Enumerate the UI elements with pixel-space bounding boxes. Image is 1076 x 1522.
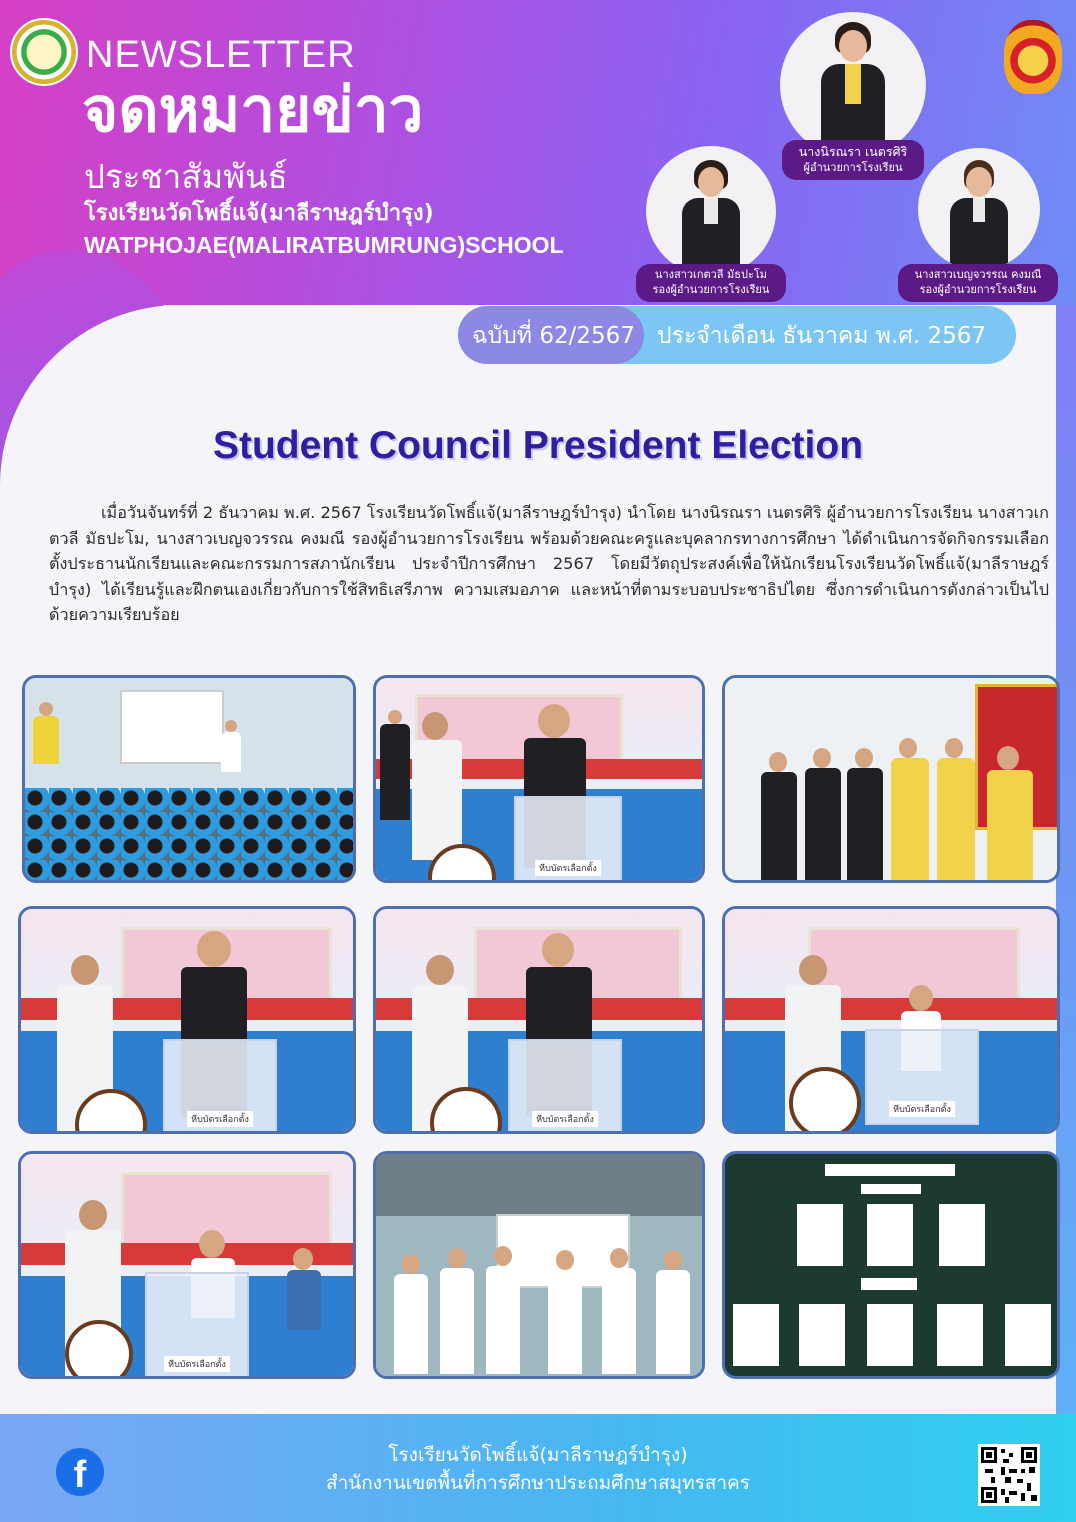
photo-director-voting bbox=[373, 675, 705, 883]
newsletter-title: จดหมายข่าว bbox=[82, 73, 424, 146]
issue-number: ฉบับที่ 62/2567 bbox=[472, 323, 635, 349]
ministry-emblem-logo bbox=[1004, 20, 1062, 94]
facebook-icon[interactable]: f bbox=[56, 1448, 104, 1496]
deputy-director-1-name: นางสาวเกตวลี มัธปะโม bbox=[654, 268, 768, 281]
deputy-director-2-role: รองผู้อำนวยการโรงเรียน bbox=[919, 282, 1037, 296]
qr-code-icon[interactable] bbox=[978, 1444, 1040, 1506]
photo-candidates bbox=[373, 1151, 705, 1379]
issue-month: ประจำเดือน ธันวาคม พ.ศ. 2567 bbox=[657, 323, 987, 349]
deputy-director-2-portrait bbox=[918, 148, 1040, 270]
footer-office-name: สำนักงานเขตพื้นที่การศึกษาประถมศึกษาสมุทรสาคร bbox=[326, 1472, 750, 1494]
article-title: Student Council President Election bbox=[212, 424, 864, 467]
photo-deputy-2-voting bbox=[373, 906, 705, 1134]
photo-assembly bbox=[22, 675, 356, 883]
ballot-box-label: หีบบัตรเลือกตั้ง bbox=[164, 1356, 230, 1372]
photo-results-board bbox=[722, 1151, 1060, 1379]
director-name: นางนิรณรา เนตรศิริ bbox=[798, 144, 908, 159]
director-portrait bbox=[780, 12, 926, 158]
deputy-director-2-name: นางสาวเบญจวรรณ คงมณี bbox=[914, 268, 1042, 281]
newsletter-label: NEWSLETTER bbox=[86, 34, 356, 76]
deputy-director-1-role: รองผู้อำนวยการโรงเรียน bbox=[652, 282, 770, 296]
ballot-box-label: หีบบัตรเลือกตั้ง bbox=[532, 1111, 598, 1127]
ballot-box-label: หีบบัตรเลือกตั้ง bbox=[889, 1101, 955, 1117]
ballot-box-label: หีบบัตรเลือกตั้ง bbox=[187, 1111, 253, 1127]
deputy-director-2-name-tag bbox=[898, 264, 1058, 302]
director-role: ผู้อำนวยการโรงเรียน bbox=[803, 160, 903, 174]
article-body: เมื่อวันจันทร์ที่ 2 ธันวาคม พ.ศ. 2567 โรงเรียนวัดโพธิ์แจ้(มาลีราษฎร์บำรุง) นำโดย นางนิรณรา เนตรศิริ ผู้อำนวยการโรงเรียน นางสาวเกตวลี มัธปะโม, นางสาวเบญจวรรณ คงมณี รองผู้อำนวยการโรงเรียน พร้อมด้วยคณะครูและบุคลากรทางการศึกษา ได้ดำเนินการจัดกิจกรรมเลือกตั้งประธานนักเรียนและคณะกรรมการสภานักเรียน ประจำปีการศึกษา 2567 โดยมีวัตถุประสงค์เพื่อให้นักเรียนโรงเรียนวัดโพธิ์แจ้(มาลีราษฎร์บำรุง) ได้เรียนรู้และฝึกตนเองเกี่ยวกับการใช้สิทธิเสรีภาพ ความเสมอภาค และหน้าที่ตามระบอบประชาธิปไตย ซึ่งการดำเนินการดังกล่าวเป็นไปด้วยความเรียบร้อย bbox=[49, 503, 1049, 624]
deputy-director-1-name-tag bbox=[636, 264, 786, 302]
deputy-director-1-portrait bbox=[646, 146, 776, 276]
ballot-box-label: หีบบัตรเลือกตั้ง bbox=[535, 860, 601, 876]
school-logo bbox=[10, 18, 78, 86]
photo-student-voting-1 bbox=[722, 906, 1060, 1134]
photo-student-voting-2 bbox=[18, 1151, 356, 1379]
photo-teachers-group bbox=[722, 675, 1060, 883]
school-name-thai: โรงเรียนวัดโพธิ์แจ้(มาลีราษฎร์บำรุง) bbox=[84, 201, 434, 226]
director-name-tag bbox=[782, 140, 924, 180]
newsletter-subtitle: ประชาสัมพันธ์ bbox=[84, 157, 288, 196]
photo-deputy-1-voting bbox=[18, 906, 356, 1134]
footer-school-name: โรงเรียนวัดโพธิ์แจ้(มาลีราษฎร์บำรุง) bbox=[388, 1444, 688, 1466]
school-name-english: WATPHOJAE(MALIRATBUMRUNG)SCHOOL bbox=[84, 232, 564, 258]
